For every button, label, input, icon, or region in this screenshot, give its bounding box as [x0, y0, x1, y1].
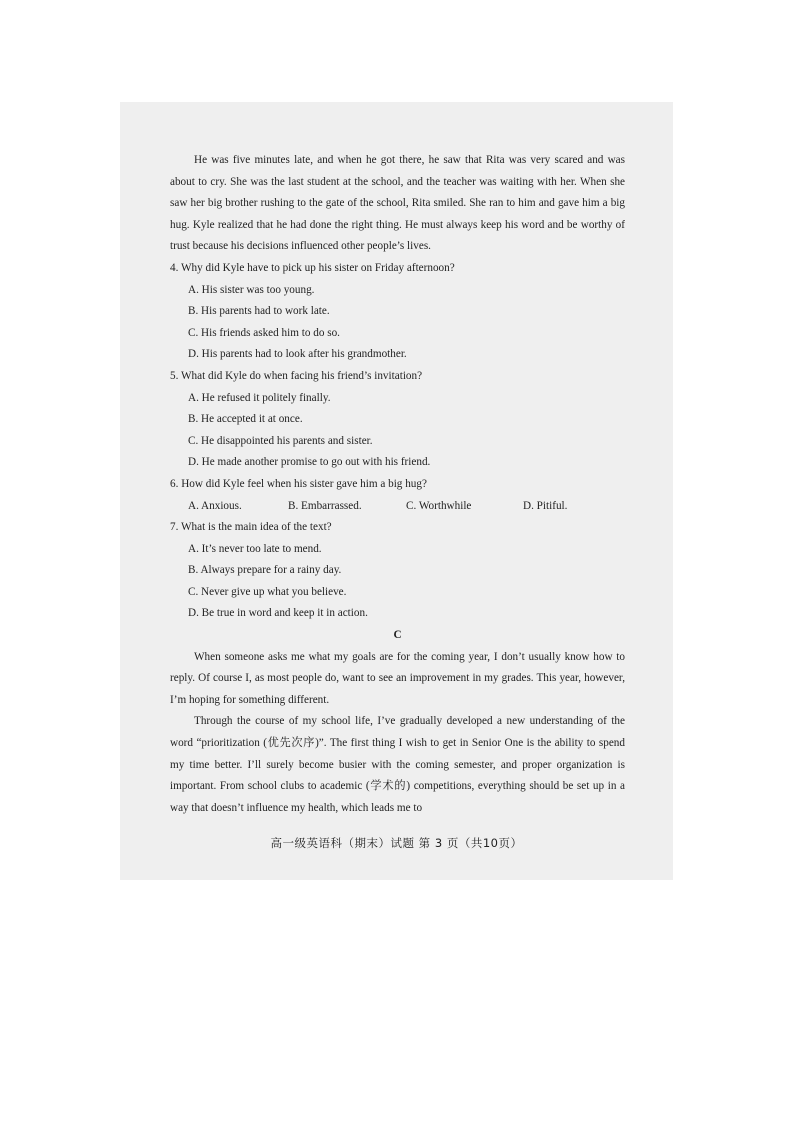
option-b: B. Always prepare for a rainy day.: [188, 564, 342, 577]
question-stem: 7. What is the main idea of the text?: [170, 521, 332, 534]
option-c: C. Never give up what you believe.: [188, 585, 347, 598]
scanned-page: [120, 102, 673, 880]
page-content: [170, 150, 625, 819]
option-d: D. He made another promise to go out with his friend.: [188, 456, 431, 469]
passage-b-paragraph: He was five minutes late, and when he got there, he saw that Rita was very scared and was about to cry. She was the last student at the school, and the teacher was waiting with her. When she saw her big brother rushing to the gate of the school, Rita smiled. She ran to him and gave him a big hug. Kyle realized that he had done the right thing. He must always keep his word and be worthy of trust because his decisions influenced other people’s lives.: [170, 154, 625, 253]
option-a: A. Anxious.: [188, 499, 242, 512]
option-a: A. His sister was too young.: [188, 283, 315, 296]
question-stem: 5. What did Kyle do when facing his friend’s invitation?: [170, 369, 423, 382]
options-row: [188, 496, 625, 518]
question-4: [170, 258, 625, 366]
question-stem: 6. How did Kyle feel when his sister gave him a big hug?: [170, 477, 427, 490]
option-a: A. It’s never too late to mend.: [188, 542, 322, 555]
option-b: B. His parents had to work late.: [188, 305, 330, 318]
question-6: [170, 474, 625, 517]
option-b: B. Embarrassed.: [288, 499, 362, 512]
question-stem: 4. Why did Kyle have to pick up his sister on Friday afternoon?: [170, 261, 455, 274]
question-5: [170, 366, 625, 474]
passage-c-paragraph-1: When someone asks me what my goals are for the coming year, I don’t usually know how to reply. Of course I, as most people do, want to see an improvement in my grades. This year, however, I’m hoping for something different.: [170, 650, 625, 706]
option-d: D. Be true in word and keep it in action.: [188, 607, 368, 620]
page-footer: 高一级英语科（期末）试题 第 3 页（共10页）: [270, 836, 523, 850]
option-c: C. His friends asked him to do so.: [188, 326, 340, 339]
option-c: C. Worthwhile: [406, 499, 472, 512]
passage-c-paragraph-2: Through the course of my school life, I’ve gradually developed a new understanding of the word “prioritization (优先次序)”. The first thing I wish to get in Senior One is the ability to spend my time better. I’ll surely become busier with the coming semester, and proper organization is important. From school clubs to academic (学术的) competitions, everything should be set up in a way that doesn’t influence my health, which leads me to: [170, 715, 625, 814]
option-a: A. He refused it politely finally.: [188, 391, 331, 404]
section-heading: C: [393, 629, 402, 642]
question-7: [170, 517, 625, 625]
option-b: B. He accepted it at once.: [188, 413, 303, 426]
option-c: C. He disappointed his parents and sister.: [188, 434, 373, 447]
option-d: D. His parents had to look after his grandmother.: [188, 348, 407, 361]
option-d: D. Pitiful.: [523, 499, 568, 512]
